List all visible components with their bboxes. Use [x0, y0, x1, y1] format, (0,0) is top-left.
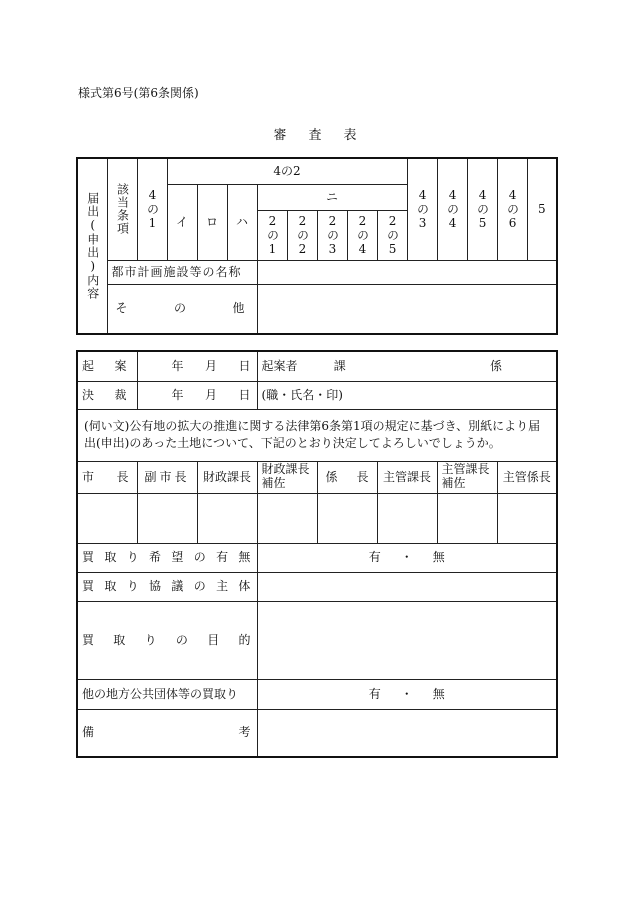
seal-dept-chief[interactable]: [377, 493, 437, 543]
division-label: 課: [333, 358, 346, 373]
negotiation-value[interactable]: [257, 572, 557, 601]
ni-item-1: 2の1: [265, 213, 280, 257]
decision-year: 年: [171, 387, 184, 402]
col-4no1-cell: [137, 158, 167, 260]
approver-deputy-mayor: 副市長: [137, 461, 197, 493]
purpose-value[interactable]: [257, 601, 557, 679]
approver-dept-section-chief: 主管係長: [497, 461, 557, 493]
other-gov-sep: ・: [400, 686, 413, 701]
purchase-wish-char-2: 取: [104, 550, 117, 564]
notification-content-table: [76, 157, 558, 335]
ni-item-4-cell: [347, 210, 377, 260]
seal-section-chief[interactable]: [317, 493, 377, 543]
col-4no5: 4の5: [475, 187, 490, 231]
section-chief-char-2: 長: [356, 469, 369, 484]
other-gov-label: 他の地方公共団体等の買取り: [77, 679, 257, 709]
mayor-char-2: 長: [116, 469, 129, 484]
section-label: 係: [490, 358, 503, 373]
facility-name-value[interactable]: [257, 260, 557, 284]
article-label: 該当条項: [115, 183, 130, 236]
col-4no3-cell: [407, 158, 437, 260]
other-value[interactable]: [257, 284, 557, 334]
other-gov-yes[interactable]: 有: [368, 686, 381, 701]
negotiation-char-3: り: [126, 579, 139, 593]
col-5-cell: 5: [527, 158, 557, 260]
section-chief-char-1: 係: [325, 469, 338, 484]
purchase-wish-label: [77, 543, 257, 572]
approver-dept-assistant: 主管課長補佐: [437, 461, 497, 493]
seal-finance-chief[interactable]: [197, 493, 257, 543]
ni-item-2-cell: [287, 210, 317, 260]
other-label-2: の: [173, 301, 186, 316]
inquiry-text-cell: (伺い文)公有地の拡大の推進に関する法律第6条第1項の規定に基づき、別紙により届出(申出)のあった土地について、下記のとおり決定してよろしいでしょうか。: [77, 409, 557, 461]
approver-mayor: [77, 461, 137, 493]
drafter-cell[interactable]: [257, 351, 557, 381]
purpose-char-1: 買: [82, 632, 95, 647]
position-note: (職・氏名・印): [261, 387, 343, 402]
ni-item-1-cell: [257, 210, 287, 260]
purchase-wish-char-1: 買: [82, 550, 95, 564]
negotiation-char-1: 買: [82, 579, 95, 593]
ni-item-2: 2の2: [295, 213, 310, 257]
col-4no2-header: 4の2: [167, 158, 407, 184]
purpose-char-3: り: [144, 632, 157, 647]
approver-dept-chief: 主管課長: [377, 461, 437, 493]
purchase-wish-char-6: の: [193, 550, 206, 564]
negotiation-char-4: 協: [149, 579, 162, 593]
seal-finance-assistant[interactable]: [257, 493, 317, 543]
mayor-char-1: 市: [82, 469, 95, 484]
remarks-value[interactable]: [257, 709, 557, 757]
purchase-wish-char-8: 無: [238, 550, 251, 564]
col-4no1: 4の1: [145, 187, 160, 231]
approver-section-chief: [317, 461, 377, 493]
seal-dept-section-chief[interactable]: [497, 493, 557, 543]
purchase-wish-yes[interactable]: 有: [368, 550, 381, 564]
col-4no5-cell: [467, 158, 497, 260]
col-4no3: 4の3: [415, 187, 430, 231]
negotiation-char-8: 体: [238, 579, 251, 593]
group-label-cell: [77, 158, 107, 334]
purchase-wish-char-3: り: [126, 550, 139, 564]
other-label-cell: [107, 284, 257, 334]
col-4no4: 4の4: [445, 187, 460, 231]
purpose-char-5: 目: [207, 632, 220, 647]
decision-label-cell: [77, 381, 137, 409]
negotiation-char-2: 取: [104, 579, 117, 593]
draft-label-cell: [77, 351, 137, 381]
ni-item-4: 2の4: [355, 213, 370, 257]
sub-ha-cell: ハ: [227, 184, 257, 260]
form-number: 様式第6号(第6条関係): [78, 86, 199, 100]
other-label-3: 他: [232, 301, 245, 316]
decision-day: 日: [238, 387, 251, 402]
draft-label-2: 案: [114, 358, 127, 373]
other-label-1: そ: [115, 301, 128, 316]
decision-date-cell[interactable]: [137, 381, 257, 409]
purchase-wish-no[interactable]: 無: [432, 550, 445, 564]
ni-item-5-cell: [377, 210, 407, 260]
drafter-label: 起案者: [261, 358, 298, 373]
purpose-char-2: 取: [113, 632, 126, 647]
draft-month: 月: [205, 358, 218, 373]
ni-item-3-cell: [317, 210, 347, 260]
remarks-label-1: 備: [82, 725, 95, 740]
review-table: [76, 350, 558, 758]
approver-finance-assistant: 財政課長補佐: [257, 461, 317, 493]
negotiation-char-6: の: [193, 579, 206, 593]
ni-item-5: 2の5: [385, 213, 400, 257]
sub-ro-cell: ロ: [197, 184, 227, 260]
draft-year: 年: [171, 358, 184, 373]
decision-label-2: 裁: [114, 387, 127, 402]
approver-finance-chief: 財政課長: [197, 461, 257, 493]
seal-mayor[interactable]: [77, 493, 137, 543]
col-4no6: 4の6: [505, 187, 520, 231]
purchase-wish-char-5: 望: [171, 550, 184, 564]
decision-label-1: 決: [82, 387, 95, 402]
purchase-wish-char-4: 希: [149, 550, 162, 564]
negotiation-char-7: 主: [216, 579, 229, 593]
seal-deputy-mayor[interactable]: [137, 493, 197, 543]
sub-ni-header: ニ: [257, 184, 407, 210]
decision-month: 月: [205, 387, 218, 402]
draft-date-cell[interactable]: [137, 351, 257, 381]
purpose-label: [77, 601, 257, 679]
page-title: 審査表: [273, 128, 379, 143]
other-gov-value[interactable]: [257, 679, 557, 709]
seal-dept-assistant[interactable]: [437, 493, 497, 543]
other-gov-no[interactable]: 無: [432, 686, 445, 701]
draft-day: 日: [238, 358, 251, 373]
purchase-wish-sep: ・: [400, 550, 413, 564]
col-4no6-cell: [497, 158, 527, 260]
remarks-label: [77, 709, 257, 757]
draft-label-1: 起: [82, 358, 95, 373]
position-note-cell[interactable]: [257, 381, 557, 409]
col-4no4-cell: [437, 158, 467, 260]
remarks-label-2: 考: [238, 725, 251, 740]
negotiation-char-5: 議: [171, 579, 184, 593]
facility-name-label: 都市計画施設等の名称: [107, 260, 257, 284]
purpose-char-4: の: [175, 632, 188, 647]
negotiation-label: [77, 572, 257, 601]
article-label-cell: [107, 158, 137, 260]
ni-item-3: 2の3: [325, 213, 340, 257]
sub-i-cell: イ: [167, 184, 197, 260]
purchase-wish-value[interactable]: [257, 543, 557, 572]
group-label: 届出(申出)内容: [85, 192, 100, 300]
purchase-wish-char-7: 有: [216, 550, 229, 564]
purpose-char-6: 的: [238, 632, 251, 647]
